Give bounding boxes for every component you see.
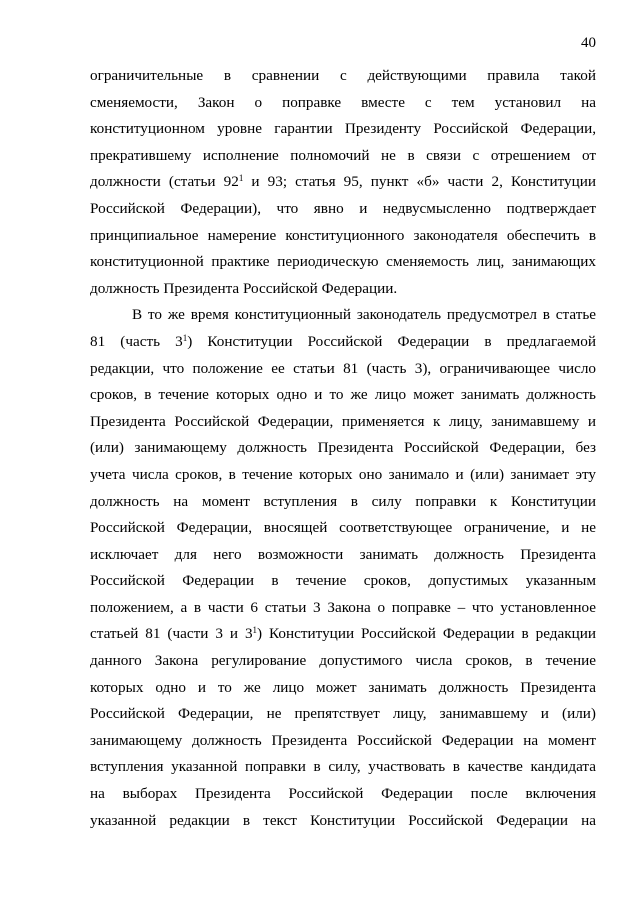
text-line: Российской Федерации в течение сроков, допустимых указанным xyxy=(90,572,596,590)
superscript: 1 xyxy=(238,173,244,184)
text-line: принципиальное намерение конституционного законодателя обеспечить в xyxy=(90,226,596,244)
text-line: на выборах Президента Российской Федерации после включения xyxy=(90,785,596,803)
text-fragment: ) Конституции Российской Федерации в редакции xyxy=(257,625,596,643)
text-line: Президента Российской Федерации, применяется к лицу, занимавшему и xyxy=(90,412,596,430)
text-line: конституционном уровне гарантии Президенту Российской Федерации, xyxy=(90,120,596,138)
text-line: которых одно и то же лицо может занимать должность Президента xyxy=(90,678,596,696)
text-line: занимающему должность Президента Российской Федерации на момент xyxy=(90,731,596,749)
text-line: Российской Федерации), что явно и недвусмысленно подтверждает xyxy=(90,199,596,217)
text-fragment: статьей 81 (части 3 и 3 xyxy=(90,625,253,643)
text-line: исключает для него возможности занимать должность Президента xyxy=(90,545,596,563)
text-fragment: ) Конституции Российской Федерации в предлагаемой xyxy=(187,332,597,350)
text-line: вступления указанной поправки в силу, участвовать в качестве кандидата xyxy=(90,758,596,776)
text-line: положением, а в части 6 статьи 3 Закона о поправке – что установленное xyxy=(90,598,596,616)
text-line: редакции, что положение ее статьи 81 (часть 3), ограничивающее число xyxy=(90,359,596,377)
text-line xyxy=(90,169,596,196)
text-line: сменяемости, Закон о поправке вместе с тем установил на xyxy=(90,93,596,111)
text-line: сроков, в течение которых одно и то же лицо может занимать должность xyxy=(90,386,596,404)
superscript: 1 xyxy=(252,625,258,636)
text-line: Российской Федерации, не препятствует лицу, занимавшему и (или) xyxy=(90,705,596,723)
text-line: (или) занимающему должность Президента Российской Федерации, без xyxy=(90,439,596,457)
text-line: данного Закона регулирование допустимого числа сроков, в течение xyxy=(90,652,596,670)
text-fragment: 81 (часть 3 xyxy=(90,332,183,350)
text-fragment: должности (статьи 92 xyxy=(90,173,239,191)
text-fragment: и 93; статья 95, пункт «б» части 2, Конституции xyxy=(243,173,596,191)
text-line xyxy=(90,621,596,648)
text-line: Российской Федерации, вносящей соответствующее ограничение, и не xyxy=(90,519,596,537)
page-number: 40 xyxy=(581,35,596,51)
superscript: 1 xyxy=(182,332,188,343)
text-line: прекратившему исполнение полномочий не в связи с отрешением от xyxy=(90,146,596,164)
text-line: ограничительные в сравнении с действующими правила такой xyxy=(90,67,596,84)
text-line: указанной редакции в текст Конституции Российской Федерации на xyxy=(90,811,596,829)
text-line xyxy=(90,329,596,356)
text-line: должность на момент вступления в силу поправки к Конституции xyxy=(90,492,596,510)
text-line: конституционной практике периодическую сменяемость лиц, занимающих xyxy=(90,253,596,271)
text-line: должность Президента Российской Федерации. xyxy=(90,279,398,297)
paragraph-start-line: В то же время конституционный законодатель предусмотрел в статье xyxy=(132,306,596,324)
body-text xyxy=(90,63,596,834)
text-line: учета числа сроков, в течение которых оно занимало и (или) занимает эту xyxy=(90,465,596,483)
